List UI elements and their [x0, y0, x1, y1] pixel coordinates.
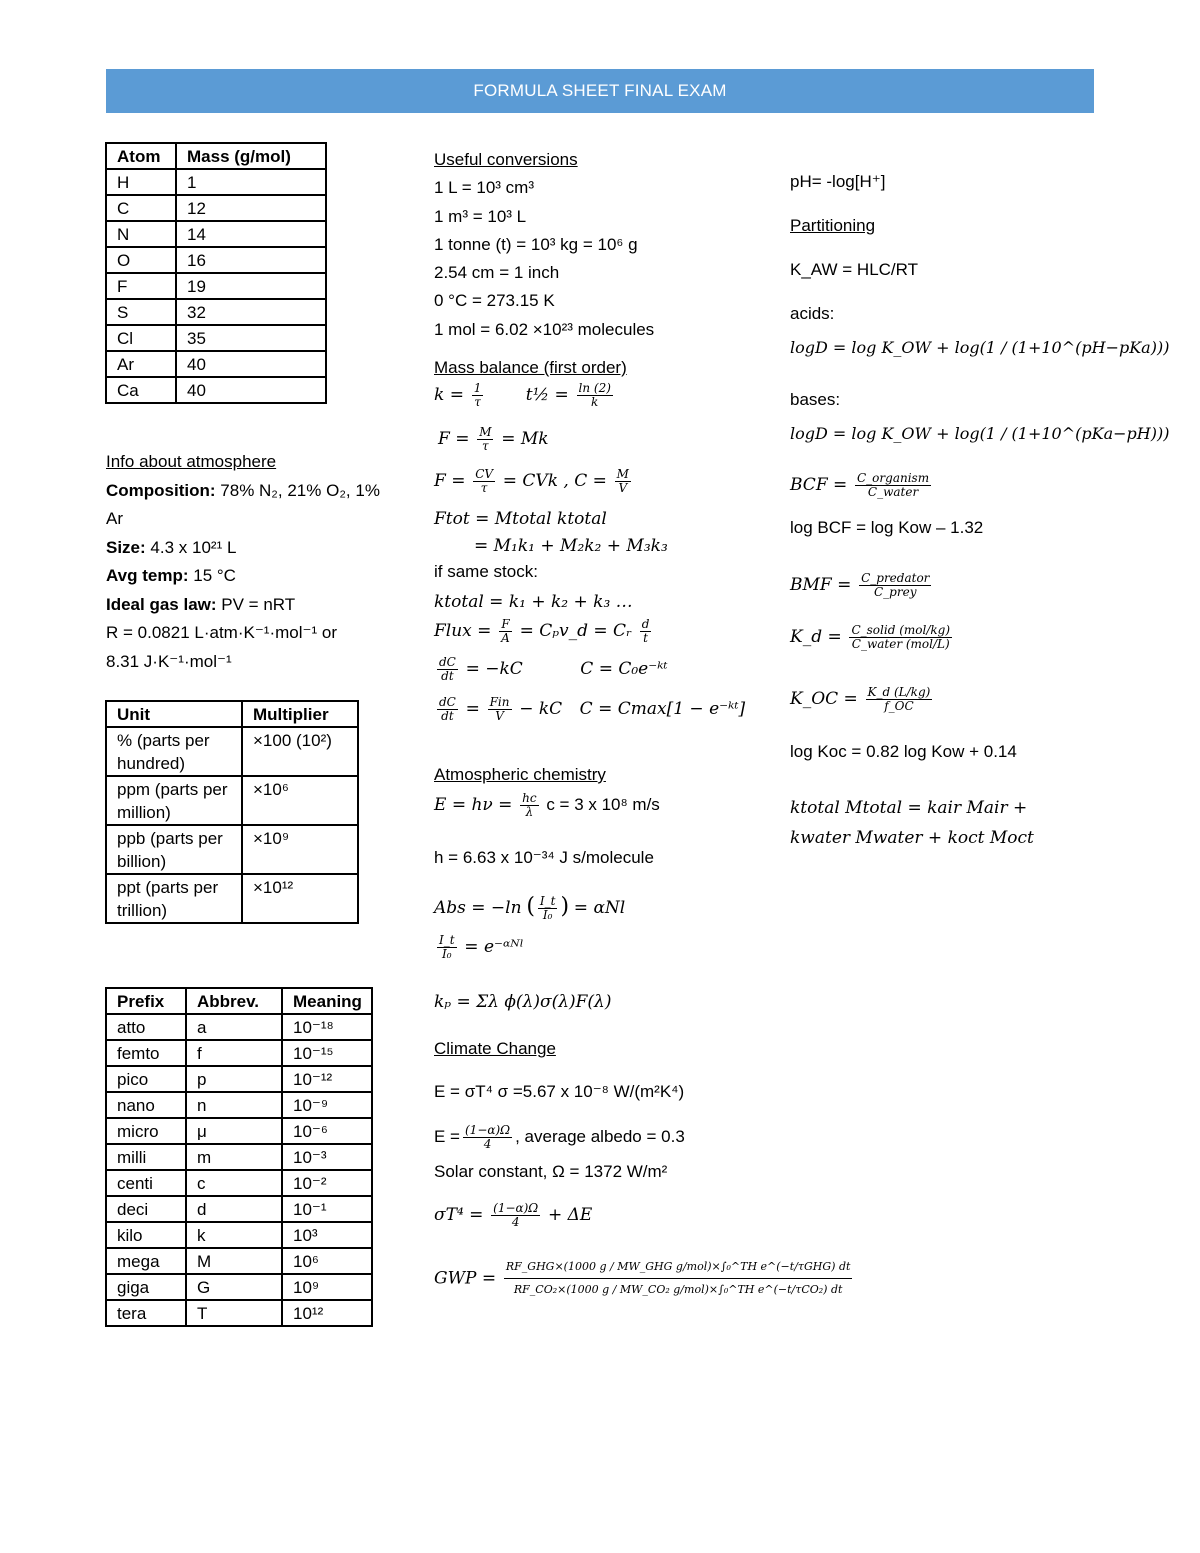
numerator: dC: [439, 655, 456, 669]
table-cell: 40: [176, 377, 326, 403]
table-cell: 35: [176, 325, 326, 351]
atmospheric-heading: Atmospheric chemistry: [434, 765, 606, 784]
fraction: [499, 618, 512, 645]
table-cell: ×10⁶: [242, 776, 358, 825]
gas-constant-line-2: 8.31 J·K⁻¹·mol⁻¹: [106, 651, 232, 671]
table-header-row: [106, 701, 358, 727]
eq-text: k =: [434, 384, 464, 405]
title-banner: [106, 69, 1094, 113]
fraction: [849, 624, 952, 651]
conversion-item: 1 m³ = 10³ L: [434, 206, 527, 226]
table-row: [106, 1040, 372, 1066]
table-cell: m: [186, 1144, 282, 1170]
table-cell: S: [106, 299, 176, 325]
table-cell: 14: [176, 221, 326, 247]
fraction: [615, 468, 631, 495]
table-cell: H: [106, 169, 176, 195]
table-row: [106, 1248, 372, 1274]
column-header: Atom: [106, 143, 176, 169]
table-cell: atto: [106, 1014, 186, 1040]
denominator: C_prey: [874, 585, 917, 599]
table-cell: a: [186, 1014, 282, 1040]
gwp-fraction: [504, 1256, 853, 1301]
fraction: [859, 572, 931, 599]
denominator: 4: [483, 1137, 492, 1151]
numerator: I_t: [439, 933, 455, 947]
table-cell: f: [186, 1040, 282, 1066]
eq-text: = −kC: [465, 658, 523, 679]
table-row: [106, 377, 326, 403]
fraction: [473, 468, 495, 495]
eq-text: E = hν =: [434, 794, 513, 815]
input-ode: $\frac{dC}{dt}$ = Fin V − kC C = Cmax[1 − e⁻ᵏᵗ]: [439, 695, 746, 723]
table-cell: centi: [106, 1170, 186, 1196]
base-logd-eq: logD = log K_OW + log(1 / (1+10^(pKa−pH))): [790, 424, 1170, 443]
denominator: I₀: [542, 908, 553, 923]
numerator: I_t: [539, 894, 556, 909]
gas-law-label: Ideal gas law:: [106, 594, 217, 614]
eq-text: = CVk , C =: [502, 470, 607, 491]
table-row: [106, 299, 326, 325]
unit-multiplier-table: [105, 700, 359, 924]
conversions-section: [434, 146, 774, 344]
table-row: [106, 727, 358, 776]
conversion-item: 1 mol = 6.02 ×10²³ molecules: [434, 319, 655, 339]
albedo-text: , average albedo = 0.3: [515, 1126, 685, 1146]
eq-text: K_d =: [790, 626, 842, 647]
table-cell: kilo: [106, 1222, 186, 1248]
table-cell: milli: [106, 1144, 186, 1170]
prefix-table: [105, 987, 373, 1327]
table-cell: mega: [106, 1248, 186, 1274]
photon-energy-eq: [434, 792, 660, 819]
fraction: [437, 656, 458, 683]
conversion-item: 0 °C = 273.15 K: [434, 291, 555, 311]
table-cell: tera: [106, 1300, 186, 1326]
table-row: [106, 221, 326, 247]
conversions-heading: Useful conversions: [434, 150, 578, 169]
eq-text: = Cₚv_d = Cᵣ: [519, 620, 632, 641]
composition-line: [106, 477, 396, 534]
fraction: [477, 426, 493, 453]
numerator: F: [501, 617, 510, 631]
denominator: f_OC: [884, 699, 914, 713]
temp-label: Avg temp:: [106, 566, 189, 585]
eq-text: = Mk: [501, 428, 549, 449]
flux-conc-eq: [434, 468, 634, 495]
table-header-row: [106, 988, 372, 1014]
fraction: [437, 934, 457, 961]
composition-label: Composition:: [106, 480, 216, 500]
atmosphere-heading: Info about atmosphere: [106, 452, 277, 471]
column-header: Abbrev.: [186, 988, 282, 1014]
gas-law-value: PV = nRT: [221, 594, 296, 614]
table-row: [106, 1222, 372, 1248]
energy-balance-eq: [434, 1202, 592, 1229]
unit-table-body: [106, 727, 358, 923]
fraction: [520, 792, 538, 819]
table-cell: Cl: [106, 325, 176, 351]
table-cell: pico: [106, 1066, 186, 1092]
bmf-eq: [790, 572, 934, 599]
denominator: τ: [474, 395, 481, 409]
kaw-eq: K_AW = HLC/RT: [790, 260, 919, 279]
atmospheric-chemistry-section: [434, 764, 784, 1012]
table-cell: N: [106, 221, 176, 247]
fraction: [640, 618, 652, 645]
denominator: V: [618, 481, 628, 495]
denominator: t: [643, 631, 648, 645]
table-cell: O: [106, 247, 176, 273]
table-cell: 10⁻¹⁵: [282, 1040, 372, 1066]
fraction: [538, 895, 558, 922]
numerator: M: [479, 425, 492, 439]
same-stock-label: if same stock:: [434, 562, 538, 581]
log-bcf-eq: log BCF = log Kow – 1.32: [790, 518, 984, 537]
numerator: (1−α)Ω: [493, 1201, 539, 1215]
table-cell: 19: [176, 273, 326, 299]
eq-text: t½ =: [525, 384, 569, 405]
numerator: d: [641, 617, 650, 631]
table-cell: C: [106, 195, 176, 221]
table-cell: d: [186, 1196, 282, 1222]
table-row: [106, 1170, 372, 1196]
total-rate-eq: ktotal = k₁ + k₂ + k₃ …: [434, 592, 633, 612]
denominator: C_water (mol/L): [851, 637, 950, 651]
table-row: [106, 1274, 372, 1300]
eq-text: K_OC =: [790, 688, 858, 709]
table-row: [106, 1196, 372, 1222]
column-header: Prefix: [106, 988, 186, 1014]
table-cell: F: [106, 273, 176, 299]
table-cell: 10⁻³: [282, 1144, 372, 1170]
table-cell: 10⁻¹²: [282, 1066, 372, 1092]
eq-text: BCF =: [790, 474, 848, 495]
numerator: hc: [522, 791, 537, 805]
conversion-item: 1 L = 10³ cm³: [434, 178, 534, 198]
eq-text: − kC: [519, 698, 563, 719]
table-row: [106, 1118, 372, 1144]
table-row: [106, 1014, 372, 1040]
conversion-item: 1 tonne (t) = 10³ kg = 10⁶ g: [434, 234, 638, 254]
denominator: 4: [511, 1215, 520, 1229]
table-cell: G: [186, 1274, 282, 1300]
photolysis-rate-eq: kₚ = Σλ ϕ(λ)σ(λ)F(λ): [434, 992, 612, 1012]
denominator: τ: [480, 481, 488, 495]
fraction: [488, 696, 512, 723]
mass-balance-section: [434, 356, 784, 723]
denominator: λ: [525, 805, 534, 819]
eq-text: BMF =: [790, 574, 852, 595]
table-row: [106, 825, 358, 874]
numerator: (1−α)Ω: [465, 1123, 511, 1137]
eq-text: F =: [438, 428, 470, 449]
fraction: [855, 472, 931, 499]
numerator: M: [616, 467, 629, 481]
eq-text: F =: [434, 470, 466, 491]
kd-eq: [790, 624, 955, 651]
gas-constant-line: R = 0.0821 L·atm·K⁻¹·mol⁻¹ or: [106, 623, 337, 642]
table-row: [106, 874, 358, 923]
climate-heading: Climate Change: [434, 1039, 556, 1058]
table-cell: micro: [106, 1118, 186, 1144]
rate-constant-eq: [434, 382, 616, 409]
table-cell: 1: [176, 169, 326, 195]
numerator: ln (2): [578, 381, 611, 395]
table-cell: 10³: [282, 1222, 372, 1248]
table-cell: ×10¹²: [242, 874, 358, 923]
solar-constant: Solar constant, Ω = 1372 W/m²: [434, 1162, 668, 1181]
fraction: [472, 382, 484, 409]
column-header: Multiplier: [242, 701, 358, 727]
table-cell: μ: [186, 1118, 282, 1144]
numerator: C_solid (mol/kg): [851, 623, 951, 637]
denominator: A: [501, 631, 510, 645]
table-row: [106, 247, 326, 273]
numerator: C_organism: [857, 471, 930, 485]
table-row: [106, 1066, 372, 1092]
gwp-eq: [434, 1256, 855, 1301]
numerator: K_d (L/kg): [867, 685, 931, 699]
table-cell: 10⁶: [282, 1248, 372, 1274]
table-cell: k: [186, 1222, 282, 1248]
table-cell: 10¹²: [282, 1300, 372, 1326]
fraction: [491, 1202, 540, 1229]
table-cell: nano: [106, 1092, 186, 1118]
conversion-list: [434, 174, 774, 344]
eq-text: E =: [434, 1126, 460, 1146]
table-row: [106, 1144, 372, 1170]
numerator: Fin: [489, 695, 510, 709]
denominator: V: [495, 709, 504, 723]
partitioning-heading: Partitioning: [790, 216, 876, 235]
table-cell: ppt (parts per trillion): [106, 874, 242, 923]
size-label: Size:: [106, 537, 146, 557]
column-header: Meaning: [282, 988, 372, 1014]
ph-definition: pH= -log[H⁺]: [790, 172, 886, 191]
table-row: [106, 325, 326, 351]
table-cell: 10⁻¹⁸: [282, 1014, 372, 1040]
table-cell: c: [186, 1170, 282, 1196]
eq-text: σT⁴ =: [434, 1204, 484, 1225]
size-line: [106, 534, 396, 563]
table-cell: 40: [176, 351, 326, 377]
numerator: RF_GHG×(1000 g / MW_GHG g/mol)×∫₀^TH e^(−t/τGHG) dt: [504, 1256, 853, 1279]
denominator: C_water: [867, 485, 919, 499]
page-title: FORMULA SHEET FINAL EXAM: [473, 81, 727, 100]
fraction: [577, 382, 613, 409]
denominator: dt: [441, 669, 454, 683]
table-cell: femto: [106, 1040, 186, 1066]
atmosphere-info: [106, 448, 396, 676]
eq-text: Flux =: [434, 620, 492, 641]
stefan-boltzmann-eq: E = σT⁴ σ =5.67 x 10⁻⁸ W/(m²K⁴): [434, 1082, 685, 1101]
bases-label: bases:: [790, 390, 841, 409]
eq-text: C = C₀e⁻ᵏᵗ: [580, 658, 668, 679]
absorbance-eq: Abs = −ln ( $\frac{I\_t}{\text{I₀}}$ ) = αNl: [434, 894, 626, 923]
beer-lambert-eq: [434, 934, 524, 961]
numerator: 1: [473, 381, 482, 395]
gas-law-line: [106, 591, 396, 620]
table-cell: 10⁻²: [282, 1170, 372, 1196]
table-row: [106, 1300, 372, 1326]
denominator: k: [591, 395, 599, 409]
numerator: CV: [475, 467, 494, 481]
numerator: C_predator: [861, 571, 930, 585]
table-header-row: [106, 143, 326, 169]
speed-of-light: c = 3 x 10⁸ m/s: [546, 794, 660, 814]
acid-logd-eq: logD = log K_OW + log(1 / (1+10^(pH−pKa))): [790, 338, 1170, 357]
atom-mass-table: [105, 142, 327, 404]
numerator: dC: [439, 695, 456, 709]
table-cell: % (parts per hundred): [106, 727, 242, 776]
composition-value: 78% N₂, 21% O₂, 1% Ar: [106, 480, 380, 528]
temp-line: [106, 562, 396, 591]
table-cell: ×100 (10²): [242, 727, 358, 776]
column-header: Mass (g/mol): [176, 143, 326, 169]
table-cell: n: [186, 1092, 282, 1118]
eq-text: + ΔE: [547, 1204, 593, 1225]
table-cell: ×10⁹: [242, 825, 358, 874]
denominator: τ: [482, 439, 489, 453]
absorbed-energy-eq: [434, 1124, 685, 1151]
table-cell: 10⁻⁶: [282, 1118, 372, 1144]
mass-balance-heading: Mass balance (first order): [434, 358, 627, 377]
table-row: [106, 195, 326, 221]
table-cell: Ca: [106, 377, 176, 403]
prefix-table-body: [106, 1014, 372, 1326]
eq-text: = αNl: [573, 898, 626, 918]
size-value: 4.3 x 10²¹ L: [150, 537, 237, 557]
first-order-ode: [434, 656, 668, 683]
total-flux-eq: Ftot = Mtotal ktotal: [434, 509, 607, 529]
flux-mass-eq: [438, 426, 549, 453]
eq-text: = e⁻ᵅᴺˡ: [464, 936, 524, 957]
table-cell: ppm (parts per million): [106, 776, 242, 825]
table-cell: Ar: [106, 351, 176, 377]
denominator: RF_CO₂×(1000 g / MW_CO₂ g/mol)×∫₀^TH e^(−t/τCO₂) dt: [513, 1283, 843, 1296]
fraction: [463, 1124, 512, 1151]
conversion-item: 2.54 cm = 1 inch: [434, 263, 560, 283]
denominator: dt: [441, 709, 454, 723]
table-cell: ppb (parts per billion): [106, 825, 242, 874]
atom-table-body: [106, 169, 326, 403]
table-row: [106, 351, 326, 377]
mass-sum-eq-2: kwater Mwater + koct Moct: [790, 828, 1034, 848]
table-row: [106, 273, 326, 299]
temp-value: 15 °C: [193, 566, 236, 585]
eq-text: GWP =: [434, 1268, 497, 1289]
eq-text: Abs = −ln: [434, 898, 522, 918]
table-row: [106, 776, 358, 825]
table-row: [106, 169, 326, 195]
column-header: Unit: [106, 701, 242, 727]
eq-text: C = Cmax[1 − e⁻ᵏᵗ]: [579, 698, 746, 719]
acids-label: acids:: [790, 304, 835, 323]
table-cell: 10⁹: [282, 1274, 372, 1300]
table-cell: deci: [106, 1196, 186, 1222]
table-cell: giga: [106, 1274, 186, 1300]
fraction: [437, 696, 458, 723]
bcf-eq: [790, 472, 934, 499]
table-cell: M: [186, 1248, 282, 1274]
table-cell: T: [186, 1300, 282, 1326]
table-cell: 16: [176, 247, 326, 273]
total-flux-expanded: = M₁k₁ + M₂k₂ + M₃k₃: [474, 536, 668, 556]
denominator: I₀: [442, 947, 452, 961]
mass-sum-eq: ktotal Mtotal = kair Mair +: [790, 798, 1028, 818]
koc-eq: [790, 686, 935, 713]
flux-eq: [434, 618, 654, 645]
planck-constant: h = 6.63 x 10⁻³⁴ J s/molecule: [434, 848, 654, 867]
table-cell: 10⁻⁹: [282, 1092, 372, 1118]
table-cell: 32: [176, 299, 326, 325]
table-cell: 10⁻¹: [282, 1196, 372, 1222]
fraction: [866, 686, 933, 713]
table-cell: 12: [176, 195, 326, 221]
log-koc-eq: log Koc = 0.82 log Kow + 0.14: [790, 742, 1017, 761]
table-cell: p: [186, 1066, 282, 1092]
table-row: [106, 1092, 372, 1118]
